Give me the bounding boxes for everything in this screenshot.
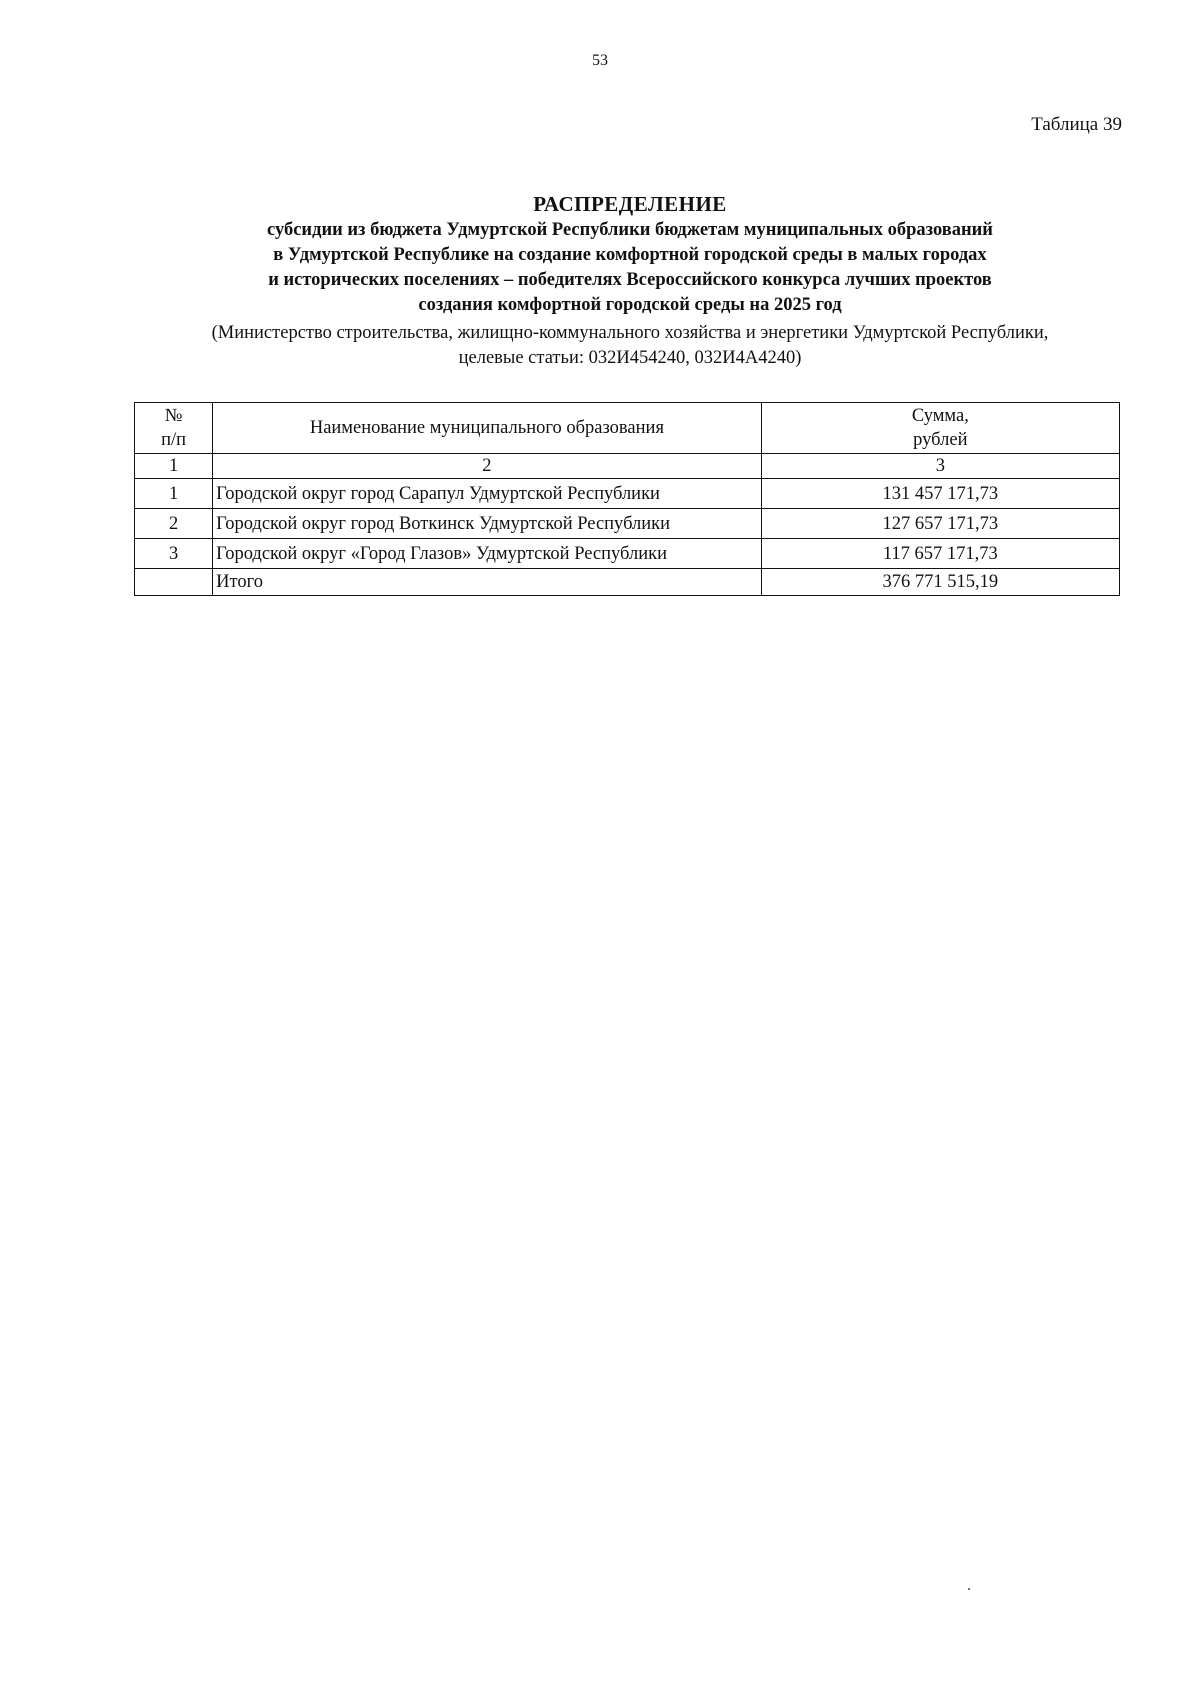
column-index-2: 2: [213, 454, 762, 479]
header-name: Наименование муниципального образования: [213, 403, 762, 454]
table-row: [135, 539, 1120, 569]
header-number-line2: п/п: [161, 430, 187, 450]
row-name: Городской округ «Город Глазов» Удмуртской Республики: [213, 539, 762, 569]
total-number-empty: [135, 569, 213, 596]
subtitle-line-2: в Удмуртской Республике на создание комфортной городской среды в малых городах: [273, 245, 987, 265]
header-number: [135, 403, 213, 454]
total-label: Итого: [213, 569, 762, 596]
subtitle-line-1: субсидии из бюджета Удмуртской Республики бюджетам муниципальных образований: [267, 220, 993, 240]
row-sum: 117 657 171,73: [761, 539, 1119, 569]
row-sum: 127 657 171,73: [761, 509, 1119, 539]
row-name: Городской округ город Воткинск Удмуртской Республики: [213, 509, 762, 539]
row-name: Городской округ город Сарапул Удмуртской Республики: [213, 479, 762, 509]
row-number: 1: [135, 479, 213, 509]
row-number: 2: [135, 509, 213, 539]
column-index-row: [135, 454, 1120, 479]
subtitle-line-3: и исторических поселениях – победителях Всероссийского конкурса лучших проектов: [268, 270, 992, 290]
distribution-table: [134, 402, 1120, 596]
page-number: 53: [592, 52, 608, 69]
row-sum: 131 457 171,73: [761, 479, 1119, 509]
total-sum: 376 771 515,19: [761, 569, 1119, 596]
column-index-3: 3: [761, 454, 1119, 479]
header-sum-line1: Сумма,: [911, 406, 969, 426]
note-line-1: (Министерство строительства, жилищно-коммунального хозяйства и энергетики Удмуртской Республики,: [211, 323, 1049, 343]
table-row: [135, 509, 1120, 539]
document-title: РАСПРЕДЕЛЕНИЕ: [533, 192, 727, 216]
heading-block: [100, 190, 1160, 371]
table-header-row: [135, 403, 1120, 454]
total-row: [135, 569, 1120, 596]
subtitle-line-4: создания комфортной городской среды на 2025 год: [418, 295, 842, 315]
table-label: Таблица 39: [1031, 114, 1122, 135]
table-row: [135, 479, 1120, 509]
column-index-1: 1: [135, 454, 213, 479]
header-number-line1: №: [164, 406, 183, 426]
note-line-2: целевые статьи: 032И454240, 032И4А4240): [458, 348, 802, 368]
header-sum-line2: рублей: [913, 430, 968, 450]
scan-dot-mark: [968, 1588, 970, 1590]
header-sum: [761, 403, 1119, 454]
row-number: 3: [135, 539, 213, 569]
note-block: [100, 321, 1160, 371]
